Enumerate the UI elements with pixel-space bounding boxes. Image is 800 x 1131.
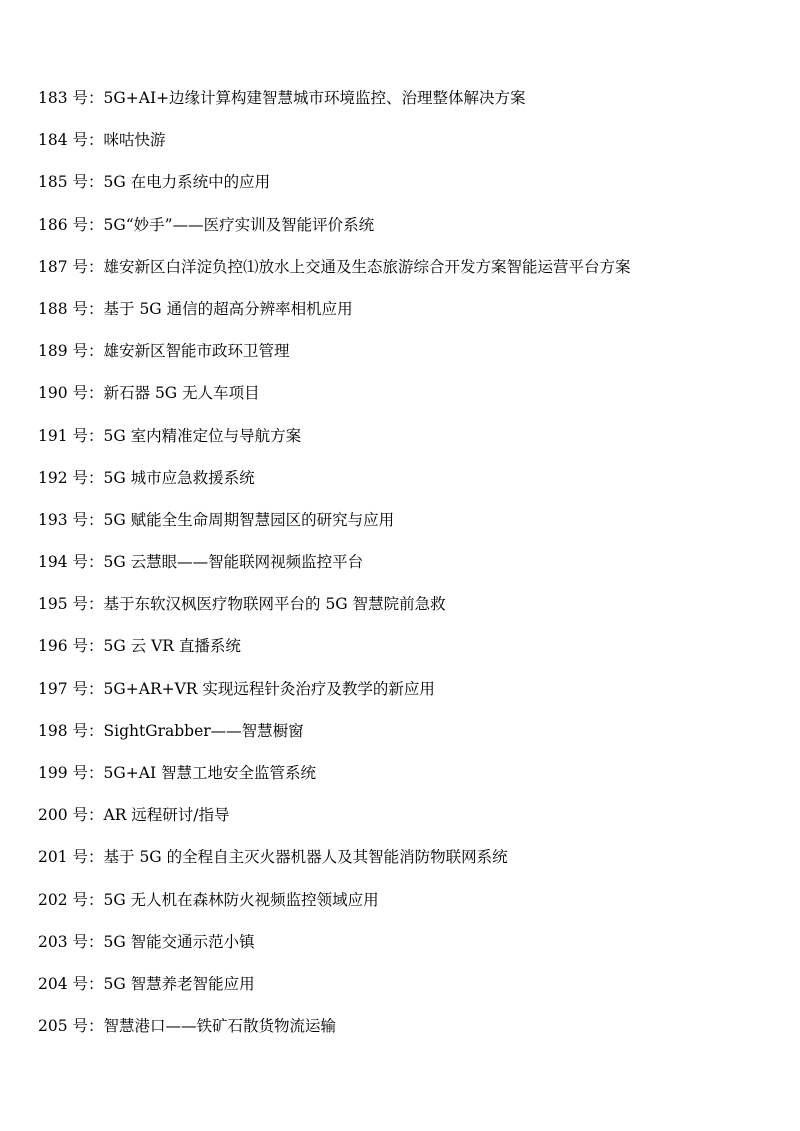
list-item — [38, 1014, 778, 1056]
entry-title: 5G+AI 智慧工地安全监管系统 — [103, 764, 316, 782]
entry-title: 5G 赋能全生命周期智慧园区的研究与应用 — [103, 510, 395, 529]
list-item — [38, 86, 778, 128]
entry-title: 新石器 5G 无人车项目 — [103, 384, 260, 403]
entry-number: 202 号： — [38, 890, 104, 909]
entry-number: 194 号： — [38, 553, 104, 572]
list-item — [38, 972, 778, 1014]
entry-number: 184 号： — [38, 131, 104, 150]
entry-number: 192 号： — [38, 468, 104, 487]
entry-title: 5G 智能交通示范小镇 — [103, 932, 255, 951]
entry-title: 咪咕快游 — [103, 131, 166, 150]
entry-title: 5G+AR+VR 实现远程针灸治疗及教学的新应用 — [103, 679, 435, 698]
entry-title: 基于 5G 通信的超高分辨率相机应用 — [103, 299, 353, 318]
list-item — [38, 761, 778, 803]
entry-title: 5G 室内精准定位与导航方案 — [103, 426, 302, 445]
entry-title: 5G 城市应急救援系统 — [103, 468, 255, 487]
entry-title: 基于 5G 的全程自主灭火器机器人及其智能消防物联网系统 — [103, 848, 508, 867]
entry-number: 203 号： — [38, 932, 104, 951]
entry-title: 5G+AI+边缘计算构建智慧城市环境监控、治理整体解决方案 — [103, 89, 526, 107]
entry-number: 190 号： — [38, 384, 104, 403]
list-item — [38, 845, 778, 887]
list-item — [38, 170, 778, 212]
entry-number: 205 号： — [38, 1017, 104, 1036]
entry-number: 199 号： — [38, 764, 104, 782]
entry-number: 196 号： — [38, 637, 104, 656]
list-item — [38, 592, 778, 634]
entry-list — [38, 86, 778, 1056]
entry-number: 191 号： — [38, 426, 104, 445]
list-item — [38, 213, 778, 255]
entry-number: 204 号： — [38, 974, 104, 993]
list-item — [38, 677, 778, 719]
list-item — [38, 297, 778, 339]
entry-title: 雄安新区智能市政环卫管理 — [103, 342, 290, 361]
entry-number: 201 号： — [38, 848, 104, 867]
entry-title: 5G“妙手”——医疗实训及智能评价系统 — [103, 215, 375, 234]
entry-title: SightGrabber——智慧橱窗 — [103, 721, 304, 740]
entry-title: 5G 在电力系统中的应用 — [103, 173, 271, 192]
entry-number: 198 号： — [38, 721, 104, 740]
entry-title: 智慧港口——铁矿石散货物流运输 — [103, 1017, 337, 1036]
list-item — [38, 255, 778, 297]
entry-title: 5G 云慧眼——智能联网视频监控平台 — [103, 553, 364, 572]
entry-title: 5G 智慧养老智能应用 — [103, 974, 255, 993]
list-item — [38, 550, 778, 592]
list-item — [38, 424, 778, 466]
list-item — [38, 339, 778, 381]
list-item — [38, 466, 778, 508]
entry-number: 200 号： — [38, 806, 104, 825]
entry-title: AR 远程研讨/指导 — [103, 806, 230, 825]
entry-number: 183 号： — [38, 89, 104, 107]
list-item — [38, 508, 778, 550]
entry-title: 5G 云 VR 直播系统 — [103, 637, 241, 656]
list-item — [38, 930, 778, 972]
list-item — [38, 128, 778, 170]
entry-number: 187 号： — [38, 257, 104, 276]
list-item — [38, 719, 778, 761]
entry-number: 188 号： — [38, 299, 104, 318]
entry-number: 189 号： — [38, 342, 104, 361]
entry-number: 195 号： — [38, 595, 104, 614]
entry-number: 193 号： — [38, 510, 104, 529]
entry-number: 186 号： — [38, 215, 104, 234]
entry-number: 185 号： — [38, 173, 104, 192]
list-item — [38, 803, 778, 845]
entry-title: 基于东软汉枫医疗物联网平台的 5G 智慧院前急救 — [103, 595, 446, 614]
list-item — [38, 381, 778, 423]
entry-title: 雄安新区白洋淀负控⑴放水上交通及生态旅游综合开发方案智能运营平台方案 — [103, 257, 631, 276]
entry-title: 5G 无人机在森林防火视频监控领域应用 — [103, 890, 379, 909]
entry-number: 197 号： — [38, 679, 104, 698]
list-item — [38, 888, 778, 930]
list-item — [38, 634, 778, 676]
